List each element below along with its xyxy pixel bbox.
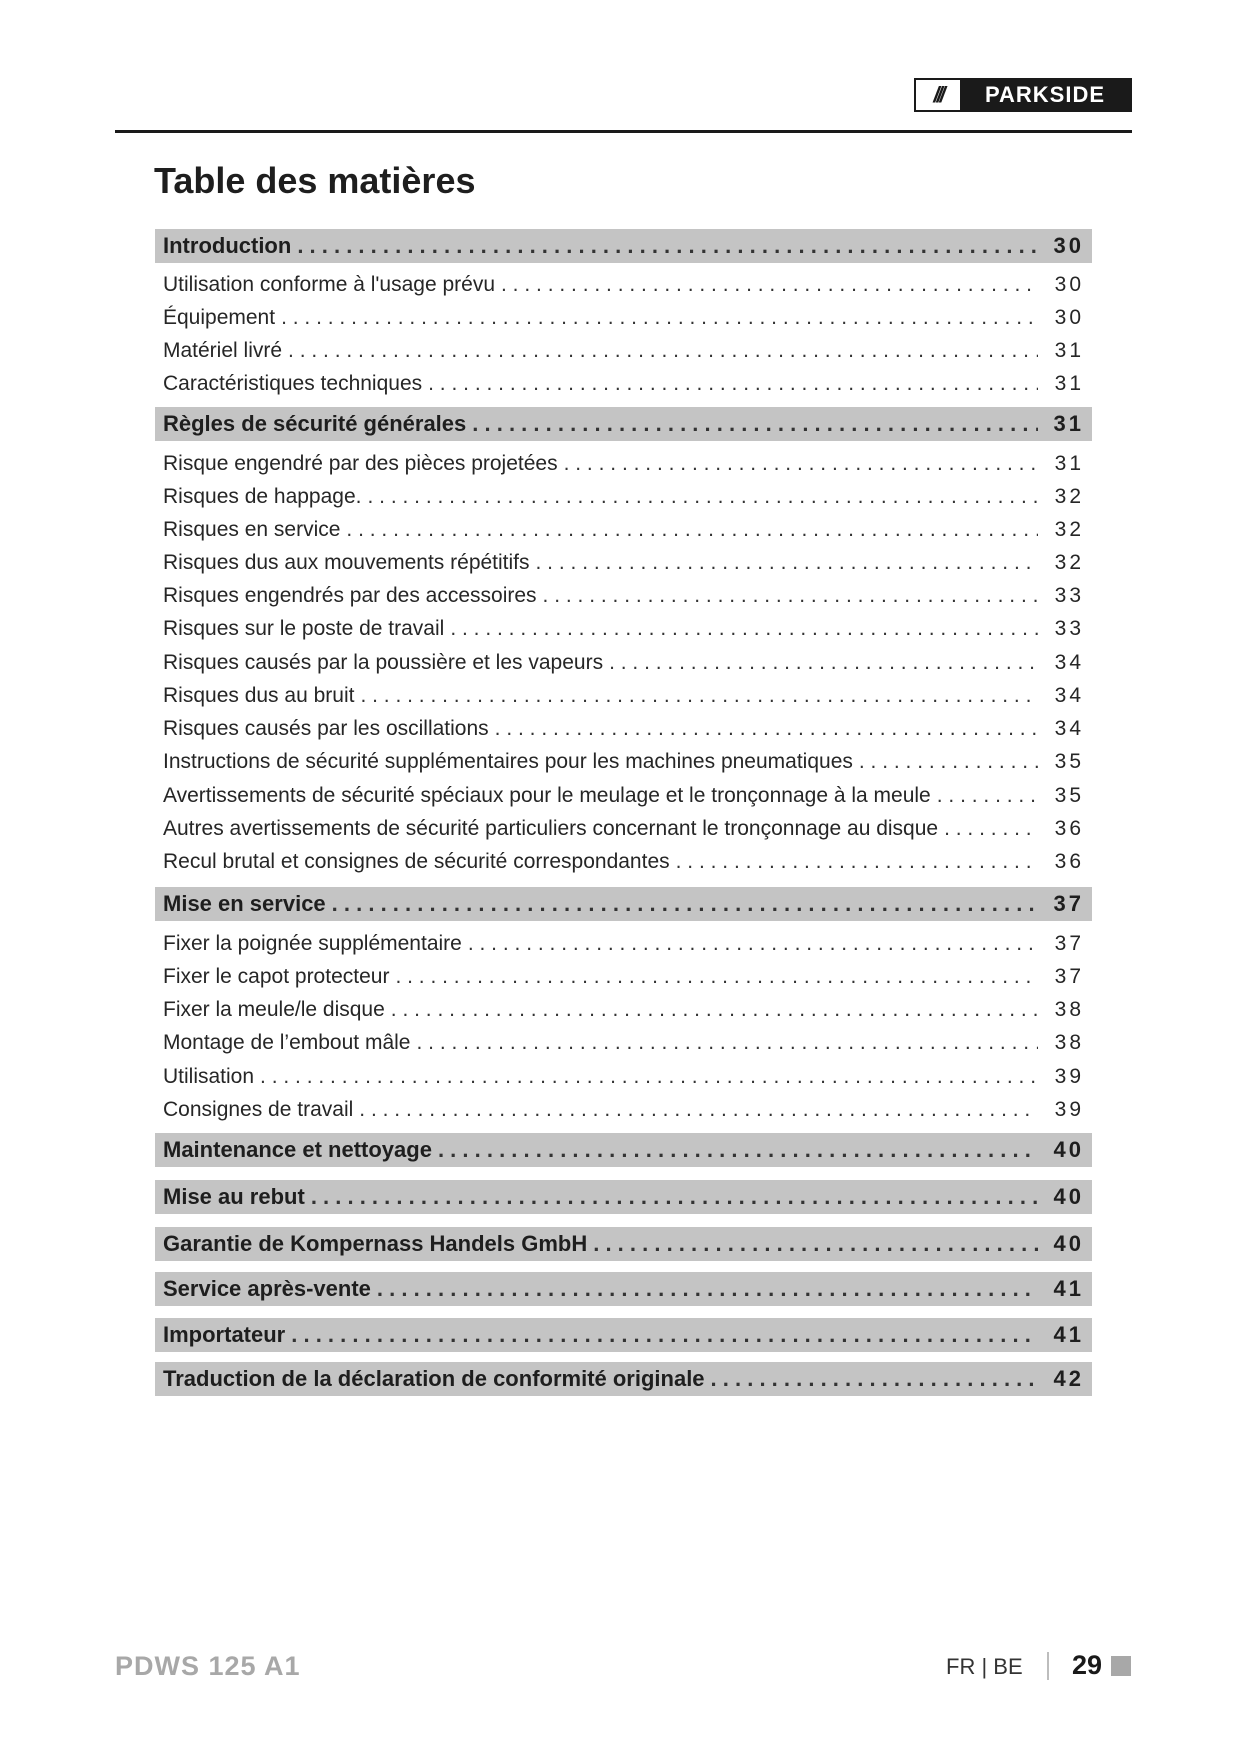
toc-entry-row[interactable] — [155, 995, 1092, 1025]
toc-entry-row[interactable] — [155, 747, 1092, 777]
dot-leader — [468, 932, 1038, 956]
toc-page-number: 32 — [1054, 551, 1084, 574]
dot-leader — [564, 452, 1038, 476]
toc-section-row[interactable] — [155, 407, 1092, 441]
toc-page-number: 33 — [1054, 584, 1084, 607]
toc-section-row[interactable] — [155, 1272, 1092, 1306]
toc-section-row[interactable] — [155, 1318, 1092, 1352]
toc-page-number: 31 — [1053, 411, 1084, 436]
toc-label: Instructions de sécurité supplémentaires pour les machines pneumatiques — [163, 750, 853, 773]
toc-entry-row[interactable] — [155, 369, 1092, 399]
toc-page-number: 37 — [1054, 965, 1084, 988]
toc-entry-row[interactable] — [155, 781, 1092, 811]
toc-entry-row[interactable] — [155, 714, 1092, 744]
toc-label: Équipement — [163, 306, 276, 329]
toc-page-number: 37 — [1054, 932, 1084, 955]
toc-page-number: 42 — [1053, 1366, 1084, 1391]
toc-entry-row[interactable] — [155, 336, 1092, 366]
toc-label: Risques dus aux mouvements répétitifs — [163, 551, 530, 574]
toc-label: Utilisation conforme à l'usage prévu — [163, 273, 496, 296]
toc-entry-row[interactable] — [155, 581, 1092, 611]
toc-page-number: 40 — [1053, 1137, 1084, 1162]
dot-leader — [297, 233, 1038, 259]
toc-label: Autres avertissements de sécurité particuliers concernant le tronçonnage au disque — [163, 817, 939, 840]
dot-leader — [359, 1098, 1038, 1122]
dot-leader — [360, 684, 1038, 708]
toc-entry-row[interactable] — [155, 847, 1092, 877]
toc-page-number: 34 — [1054, 717, 1084, 740]
toc-label: Service après-vente — [163, 1276, 371, 1301]
toc-section-row[interactable] — [155, 229, 1092, 263]
toc-section-row[interactable] — [155, 1362, 1092, 1396]
toc-entry-row[interactable] — [155, 270, 1092, 300]
toc-page-number: 31 — [1054, 452, 1084, 475]
toc-entry-row[interactable] — [155, 515, 1092, 545]
toc-page-number: 38 — [1054, 998, 1084, 1021]
logo-slashes: /// — [916, 80, 960, 110]
dot-leader — [711, 1366, 1038, 1392]
toc-label: Règles de sécurité générales — [163, 411, 467, 436]
dot-leader — [291, 1322, 1038, 1348]
toc-entry-row[interactable] — [155, 681, 1092, 711]
dot-leader — [593, 1231, 1038, 1257]
header-rule — [115, 130, 1132, 133]
toc-label: Maintenance et nettoyage — [163, 1137, 432, 1162]
parkside-logo — [914, 78, 1132, 112]
toc-label: Fixer la poignée supplémentaire — [163, 932, 462, 955]
toc-label: Risques dus au bruit — [163, 684, 355, 707]
toc-label: Risque engendré par des pièces projetées — [163, 452, 558, 475]
toc-label: Caractéristiques techniques — [163, 372, 423, 395]
toc-entry-row[interactable] — [155, 1095, 1092, 1125]
dot-leader — [368, 485, 1039, 509]
toc-label: Garantie de Kompernass Handels GmbH — [163, 1231, 588, 1256]
toc-label: Risques causés par les oscillations — [163, 717, 489, 740]
toc-page-number: 36 — [1054, 817, 1084, 840]
toc-page-number: 30 — [1053, 233, 1084, 258]
dot-leader — [428, 372, 1038, 396]
dot-leader — [416, 1031, 1038, 1055]
dot-leader — [288, 339, 1038, 363]
toc-page-number: 41 — [1053, 1322, 1084, 1347]
footer-divider — [1047, 1652, 1049, 1680]
toc-section-row[interactable] — [155, 1180, 1092, 1214]
toc-entry-row[interactable] — [155, 548, 1092, 578]
toc-page-number: 39 — [1054, 1098, 1084, 1121]
toc-label: Mise au rebut — [163, 1184, 305, 1209]
toc-page-number: 34 — [1054, 684, 1084, 707]
toc-entry-row[interactable] — [155, 962, 1092, 992]
footer-language: FR | BE — [946, 1654, 1023, 1679]
logo-text: PARKSIDE — [960, 80, 1130, 110]
toc-label: Montage de l’embout mâle — [163, 1031, 411, 1054]
dot-leader — [438, 1137, 1038, 1163]
toc-label: Risques de happage. — [163, 485, 362, 508]
toc-label: Matériel livré — [163, 339, 283, 362]
dot-leader — [937, 784, 1038, 808]
dot-leader — [346, 518, 1038, 542]
toc-label: Risques en service — [163, 518, 341, 541]
toc-page-number: 37 — [1053, 891, 1084, 916]
toc-page-number: 40 — [1053, 1231, 1084, 1256]
toc-page-number: 41 — [1053, 1276, 1084, 1301]
dot-leader — [450, 617, 1038, 641]
toc-page-number: 38 — [1054, 1031, 1084, 1054]
toc-label: Recul brutal et consignes de sécurité correspondantes — [163, 850, 670, 873]
toc-page-number: 35 — [1054, 750, 1084, 773]
toc-label: Traduction de la déclaration de conformité originale — [163, 1366, 705, 1391]
toc-section-row[interactable] — [155, 887, 1092, 921]
toc-entry-row[interactable] — [155, 449, 1092, 479]
toc-label: Consignes de travail — [163, 1098, 354, 1121]
toc-page-number: 40 — [1053, 1184, 1084, 1209]
dot-leader — [859, 750, 1038, 774]
dot-leader — [332, 891, 1038, 917]
dot-leader — [944, 817, 1038, 841]
toc-section-row[interactable] — [155, 1227, 1092, 1261]
dot-leader — [536, 551, 1038, 575]
toc-label: Risques sur le poste de travail — [163, 617, 445, 640]
toc-label: Risques engendrés par des accessoires — [163, 584, 537, 607]
toc-label: Fixer la meule/le disque — [163, 998, 385, 1021]
toc-page-number: 34 — [1054, 651, 1084, 674]
dot-leader — [495, 717, 1038, 741]
toc-page-number: 31 — [1054, 372, 1084, 395]
dot-leader — [543, 584, 1038, 608]
page-number: 29 — [1072, 1650, 1103, 1680]
toc-page-number: 39 — [1054, 1065, 1084, 1088]
page-marker-square — [1111, 1656, 1131, 1676]
toc-entry-row[interactable] — [155, 814, 1092, 844]
page-title: Table des matières — [154, 160, 476, 201]
toc-entry-row[interactable] — [155, 929, 1092, 959]
dot-leader — [501, 273, 1038, 297]
dot-leader — [377, 1276, 1038, 1302]
toc-entry-row[interactable] — [155, 1028, 1092, 1058]
toc-page-number: 31 — [1054, 339, 1084, 362]
dot-leader — [281, 306, 1038, 330]
toc-label: Fixer le capot protecteur — [163, 965, 390, 988]
toc-entry-row[interactable] — [155, 1062, 1092, 1092]
footer-model: PDWS 125 A1 — [115, 1651, 301, 1681]
toc-label: Utilisation — [163, 1065, 255, 1088]
toc-page-number: 32 — [1054, 518, 1084, 541]
toc-page-number: 30 — [1054, 306, 1084, 329]
toc-page-number: 35 — [1054, 784, 1084, 807]
toc-label: Risques causés par la poussière et les vapeurs — [163, 651, 604, 674]
toc-section-row[interactable] — [155, 1133, 1092, 1167]
dot-leader — [391, 998, 1038, 1022]
toc-page-number: 33 — [1054, 617, 1084, 640]
dot-leader — [676, 850, 1038, 874]
dot-leader — [472, 411, 1038, 437]
toc-entry-row[interactable] — [155, 303, 1092, 333]
toc-label: Avertissements de sécurité spéciaux pour le meulage et le tronçonnage à la meule — [163, 784, 931, 807]
toc-page-number: 32 — [1054, 485, 1084, 508]
dot-leader — [609, 651, 1038, 675]
toc-label: Mise en service — [163, 891, 326, 916]
toc-label: Importateur — [163, 1322, 286, 1347]
toc-page-number: 36 — [1054, 850, 1084, 873]
dot-leader — [395, 965, 1038, 989]
toc-label: Introduction — [163, 233, 292, 258]
toc-entry-row[interactable] — [155, 648, 1092, 678]
dot-leader — [311, 1184, 1038, 1210]
toc-entry-row[interactable] — [155, 482, 1092, 512]
toc-page-number: 30 — [1054, 273, 1084, 296]
dot-leader — [260, 1065, 1038, 1089]
toc-entry-row[interactable] — [155, 614, 1092, 644]
